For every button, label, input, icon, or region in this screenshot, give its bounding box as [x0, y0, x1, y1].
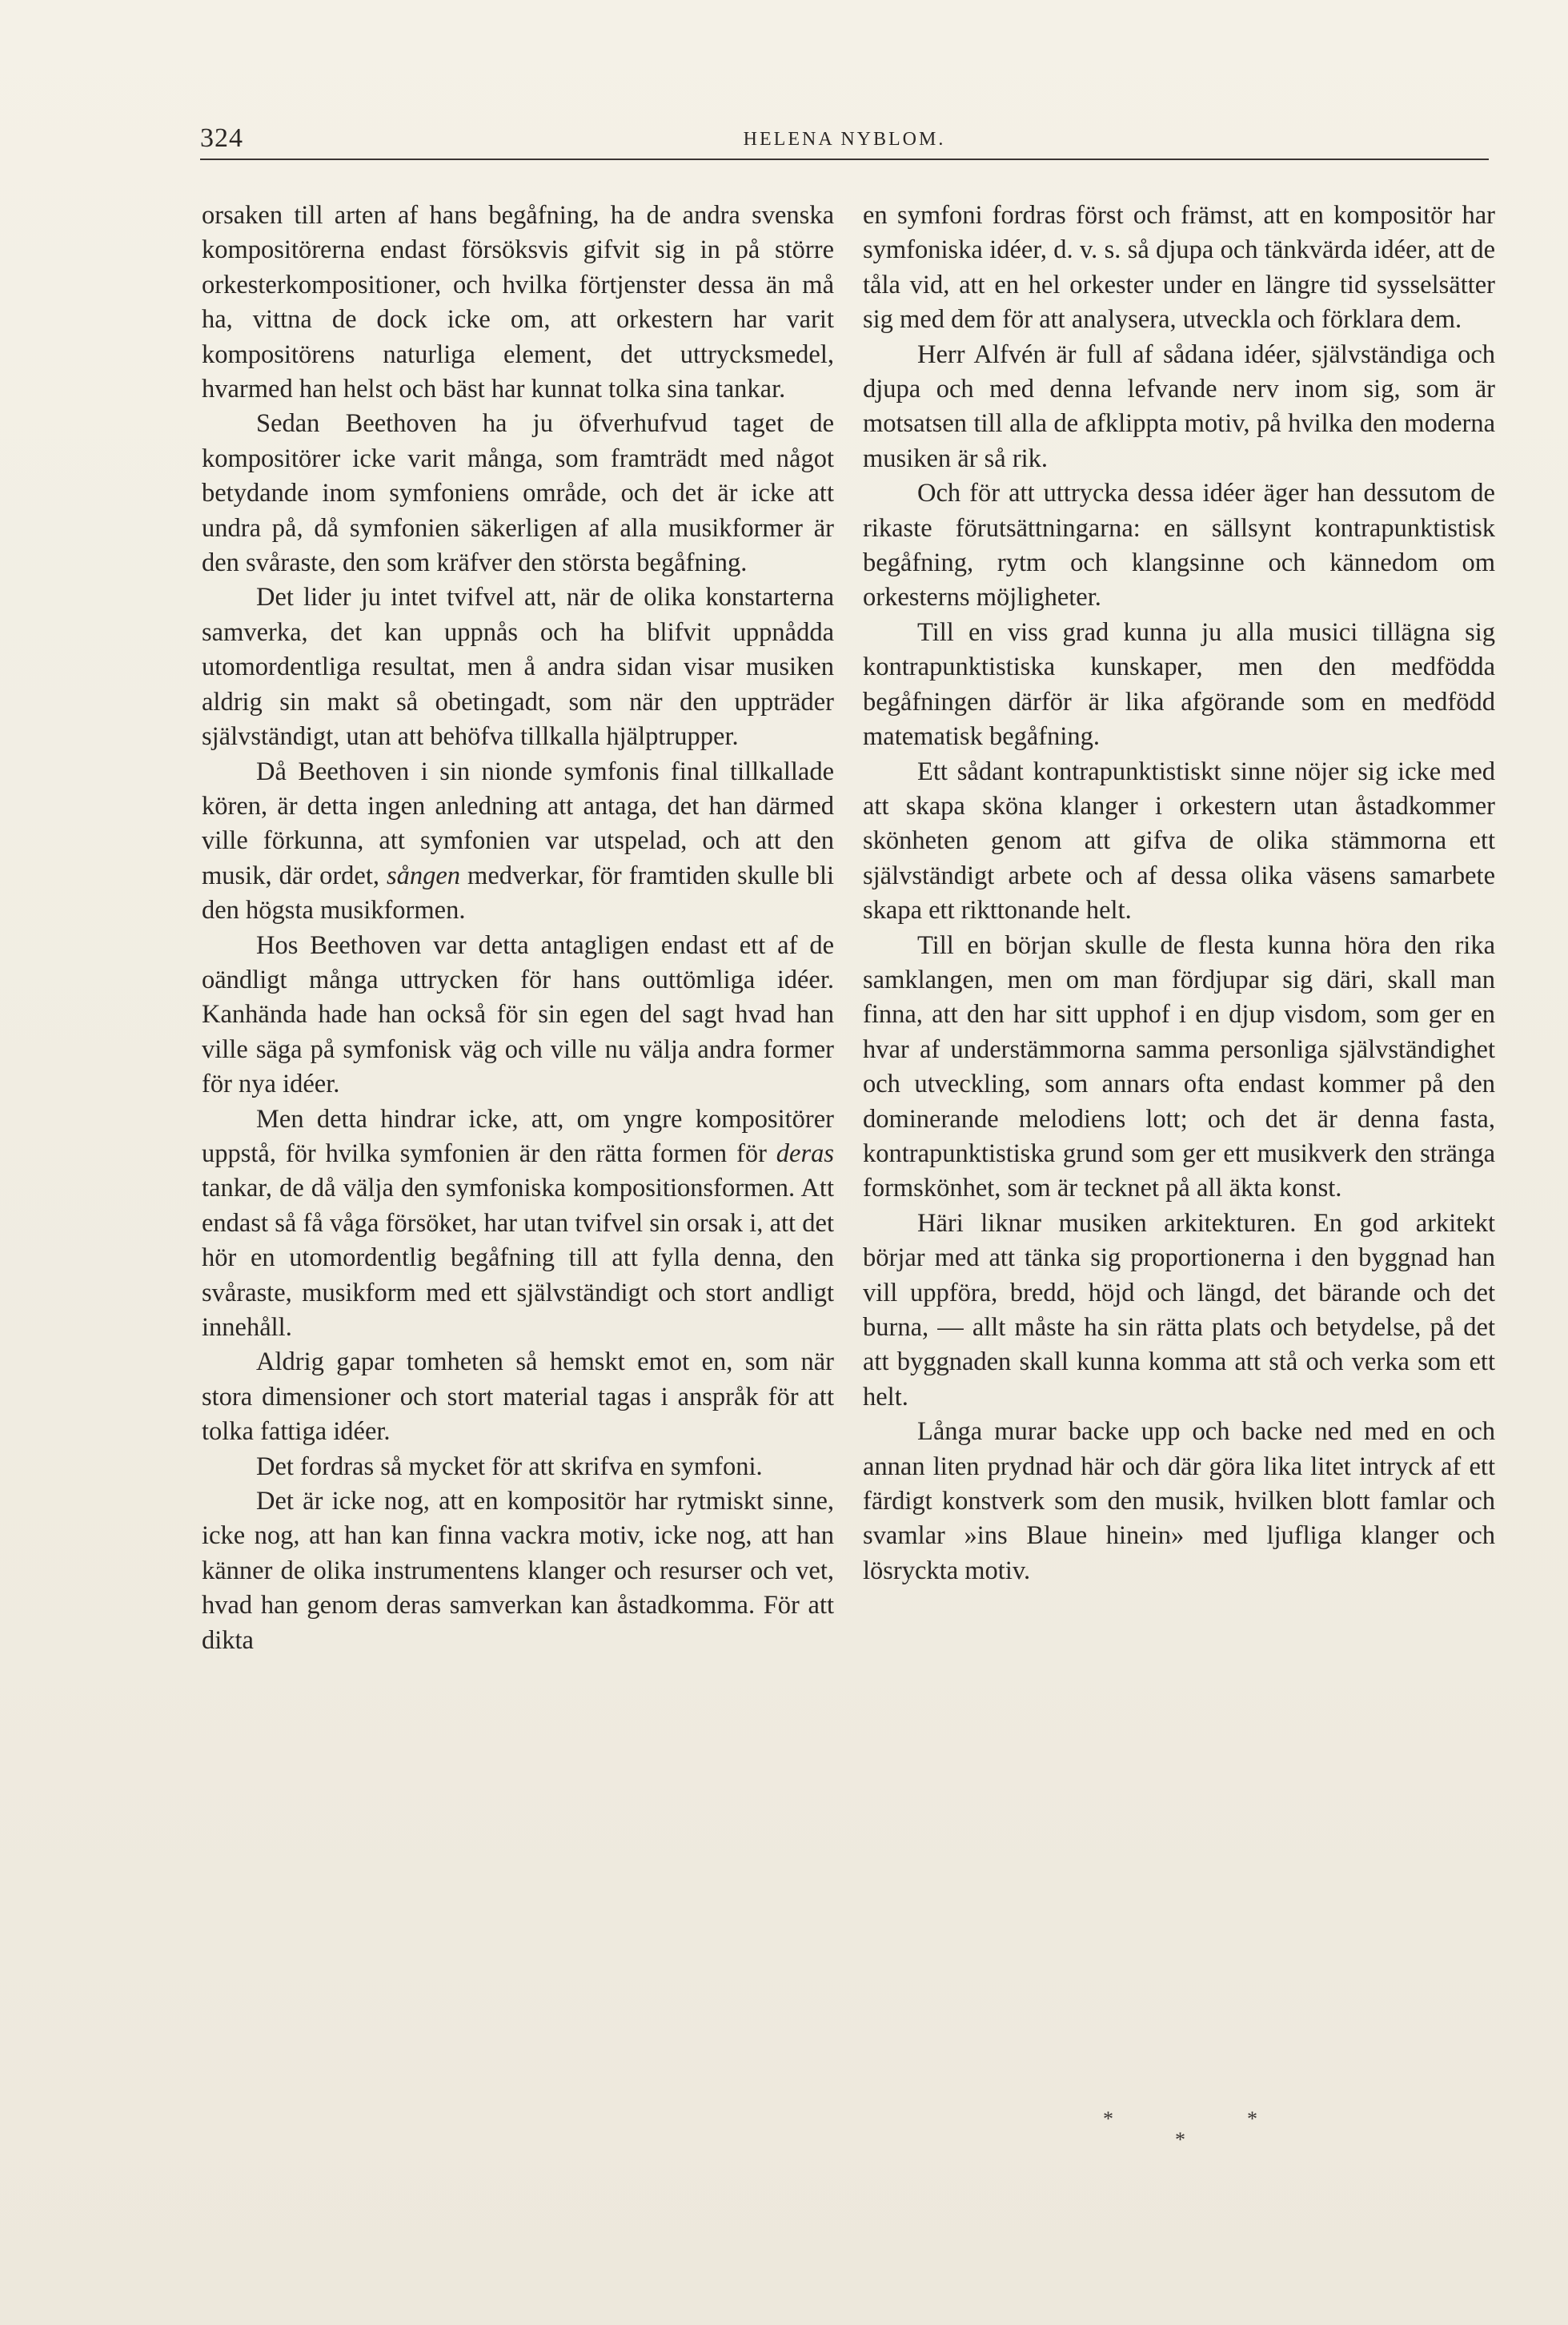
- asterism-icon: *: [1247, 2107, 1257, 2130]
- paragraph: orsaken till arten af hans begåfning, ha de andra svenska kompositörerna endast försöksvis gifvit sig in på större orkesterkompositioner, och hvilka förtjenster dessa än må ha, vittna de dock icke om, att orkestern har varit kompositörens naturliga element, det uttrycksmedel, hvarmed han helst och bäst har kunnat tolka sina tankar.: [202, 201, 834, 404]
- paragraph: Sedan Beethoven ha ju öfverhufvud taget de kompositörer icke varit många, som framträdt med något betydande inom symfoniens område, och det är icke att undra på, då symfonien säkerligen af alla musikformer är den svåraste, den som kräfver den största begåfning.: [202, 409, 834, 578]
- paragraph: Till en början skulle de flesta kunna höra den rika samklangen, men om man fördjupar sig däri, skall man finna, att den har sitt upphof i en djup visdom, som ger en hvar af understämmorna samma personliga självständighet och utveckling, som annars ofta endast kommer på den dominerande melodiens lott; och det är denna fasta, kontrapunktistiska grund som ger ett musikverk den stränga formskönhet, som är tecknet på all äkta konst.: [863, 930, 1495, 1203]
- section-break: [863, 2109, 1495, 2157]
- paragraph: [202, 1102, 834, 1346]
- emphasis: deras: [776, 1138, 834, 1168]
- paragraph: Till en viss grad kunna ju alla musici tillägna sig kontrapunktistiska kunskaper, men den medfödda begåfningen därför är lika afgörande som en medfödd matematisk begåfning.: [863, 617, 1495, 752]
- paragraph-text: medverkar, för framtiden skulle bli den högsta musikformen.: [202, 861, 834, 926]
- paragraph: Aldrig gapar tomheten så hemskt emot en, som när stora dimensioner och stort material tagas i anspråk för att tolka fattiga idéer.: [202, 1347, 834, 1447]
- page-number: 324: [200, 123, 243, 153]
- paragraph: Ett sådant kontrapunktistiskt sinne nöjer sig icke med att skapa sköna klanger i orkestern utan åstadkommer skönheten genom att gifva de olika stämmorna ett självständigt arbete och af dessa olika väsens samarbete skapa ett rikttonande helt.: [863, 757, 1495, 926]
- paragraph: Herr Alfvén är full af sådana idéer, självständiga och djupa och med denna lefvande nerv inom sig, som är motsatsen till alla de afklippta motiv, på hvilka den moderna musiken är så rik.: [863, 339, 1495, 473]
- paragraph-text: Då Beethoven i sin nionde symfonis final tillkallade kören, är detta ingen anledning att antaga, det han därmed ville förkunna, att symfonien var utspelad, och att den musik, där ordet,: [202, 757, 834, 890]
- running-head: HELENA NYBLOM.: [743, 129, 946, 150]
- emphasis: sången: [386, 861, 461, 890]
- right-column: [863, 199, 1495, 1588]
- page-header: [200, 110, 1489, 160]
- paragraph: Det är icke nog, att en kompositör har rytmiskt sinne, icke nog, att han kan finna vackra motiv, icke nog, att han känner de olika instrumentens klanger och resurser och vet, hvad han genom deras samverkan kan åstadkomma. För att dikta: [202, 1487, 834, 1655]
- paragraph: [202, 755, 834, 929]
- paragraph-text: Men detta hindrar icke, att, om yngre kompositörer uppstå, för hvilka symfonien är den rätta formen för: [202, 1104, 834, 1168]
- paragraph: Hos Beethoven var detta antagligen endast ett af de oändligt många uttrycken för hans outtömliga idéer. Kanhända hade han också för sin egen del sagt hvad han ville säga på symfonisk väg och ville nu välja andra former för nya idéer.: [202, 930, 834, 1099]
- asterism-icon: *: [1175, 2128, 1185, 2151]
- paragraph: Långa murar backe upp och backe ned med en och annan liten prydnad här och där göra lika litet intryck af ett färdigt konstverk som den musik, hvilken blott famlar och svamlar »ins Blaue hinein» med ljufliga klanger och lösryckta motiv.: [863, 1417, 1495, 1585]
- paragraph: Det fordras så mycket för att skrifva en symfoni.: [256, 1452, 763, 1481]
- asterism-icon: *: [1103, 2107, 1113, 2130]
- paragraph: Häri liknar musiken arkitekturen. En god arkitekt börjar med att tänka sig proportionerna i den byggnad han vill uppföra, bredd, höjd och längd, det bärande och det burna, — allt måste ha sin rätta plats och betydelse, på det att byggnaden skall kunna komma att stå och verka som ett helt.: [863, 1208, 1495, 1411]
- paragraph: Och för att uttrycka dessa idéer äger han dessutom de rikaste förutsättningarna: en sällsynt kontrapunktistisk begåfning, rytm och klangsinne och kännedom om orkesterns möjligheter.: [863, 479, 1495, 612]
- paragraph: Det lider ju intet tvifvel att, när de olika konstarterna samverka, det kan uppnås och ha blifvit uppnådda utomordentliga resultat, men å andra sidan visar musiken aldrig sin makt så obetingadt, som när den uppträder självständigt, utan att behöfva tillkalla hjälptrupper.: [202, 583, 834, 752]
- paragraph-text: tankar, de då välja den symfoniska kompositionsformen. Att endast så få våga försöket, har utan tvifvel sin orsak i, att det hör en utomordentlig begåfning till att fylla denna, den svåraste, musikform med ett självständigt och stort andligt innehåll.: [202, 1174, 834, 1342]
- left-column: [202, 199, 834, 1658]
- paragraph: en symfoni fordras först och främst, att en kompositör har symfoniska idéer, d. v. s. så djupa och tänkvärda idéer, att de tåla vid, att en hel orkester under en längre tid sysselsätter sig med dem för att analysera, utveckla och förklara dem.: [863, 201, 1495, 335]
